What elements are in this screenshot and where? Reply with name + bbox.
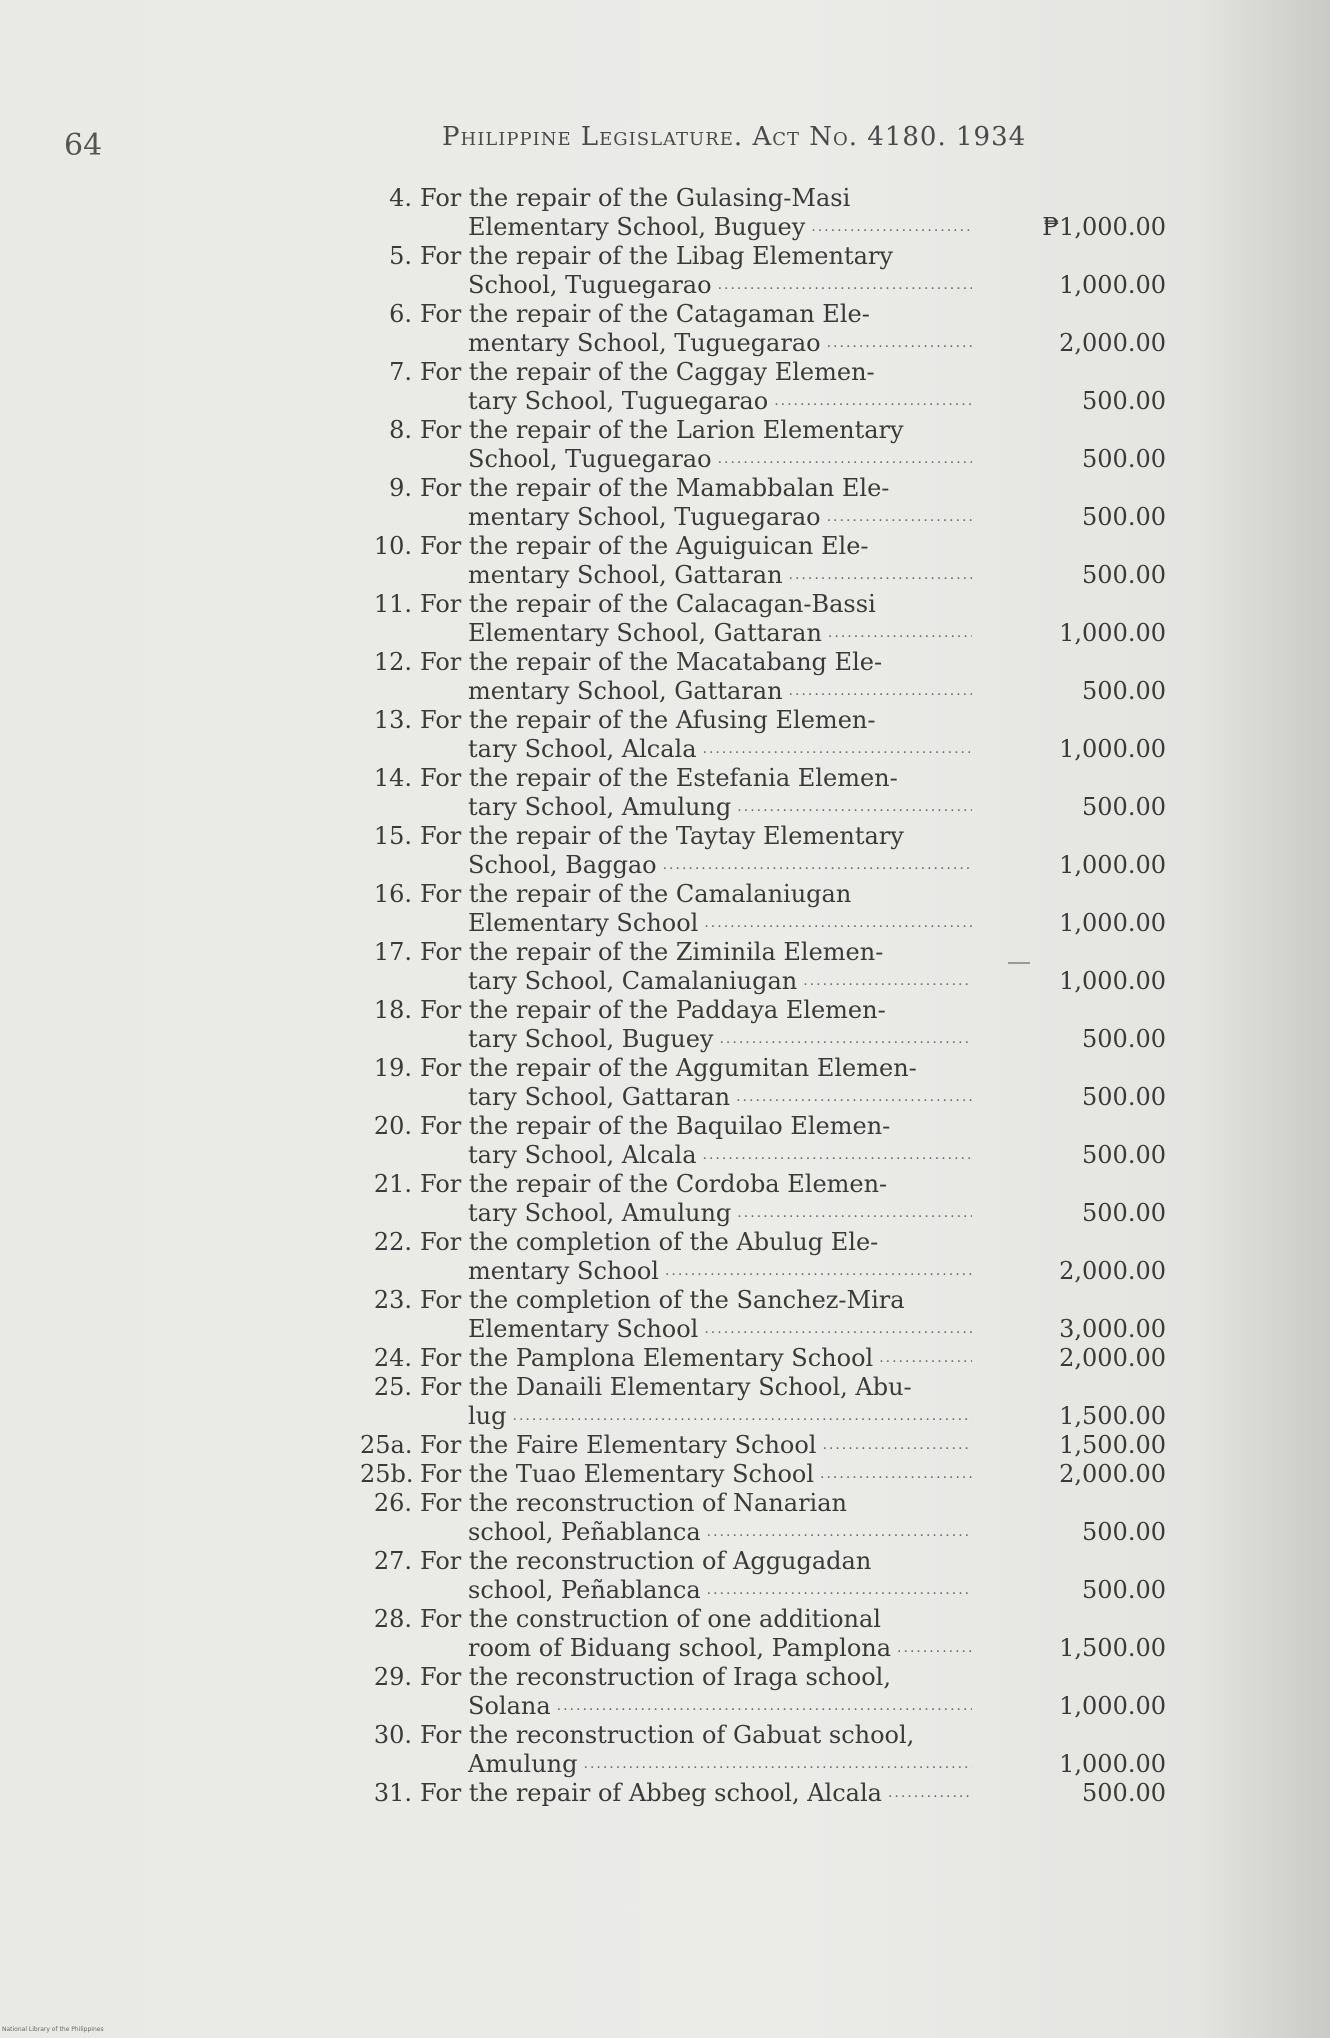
item-description: For the repair of the Mamabbalan Ele- [420, 474, 890, 502]
item-number: 14. [373, 764, 412, 792]
dot-leader [789, 561, 972, 590]
item-description-continued: Amulung [468, 1750, 578, 1778]
dot-leader [718, 445, 972, 474]
item-number: 29. [373, 1663, 412, 1691]
item-description-continued: school, Peñablanca [468, 1518, 701, 1546]
item-text [360, 1547, 972, 1605]
item-number: 15. [373, 822, 412, 850]
footer-source-tag: National Library of the Philippines [2, 2026, 104, 2033]
list-item [360, 764, 1180, 822]
dot-leader [704, 909, 972, 938]
item-text [360, 1489, 972, 1547]
item-number: 23. [373, 1286, 412, 1314]
item-description-continued: Elementary School, Buguey [468, 213, 806, 241]
item-description-continued: school, Peñablanca [468, 1576, 701, 1604]
item-number: 16. [373, 880, 412, 908]
list-item [360, 1228, 1180, 1286]
item-description-continued: Solana [468, 1692, 551, 1720]
item-number: 6. [389, 300, 412, 328]
item-description-continued: School, Tuguegarao [468, 445, 712, 473]
item-description: For the reconstruction of Aggugadan [420, 1547, 872, 1575]
list-item [360, 1460, 1180, 1489]
list-item [360, 1344, 1180, 1373]
item-text [360, 532, 972, 590]
item-number: 30. [373, 1721, 412, 1749]
item-description-continued: tary School, Amulung [468, 793, 732, 821]
list-item [360, 880, 1180, 938]
list-item [360, 358, 1180, 416]
item-number: 27. [373, 1547, 412, 1575]
item-amount: 1,000.00 [1059, 1692, 1166, 1720]
item-description-continued: mentary School, Tuguegarao [468, 503, 821, 531]
item-description: For the repair of the Paddaya Elemen- [420, 996, 886, 1024]
running-head: Philippine Legislature. Act No. 4180. 1934 [442, 122, 1027, 152]
item-description-continued: tary School, Amulung [468, 1199, 732, 1227]
item-text [360, 1721, 972, 1779]
list-item [360, 416, 1180, 474]
item-number: 13. [373, 706, 412, 734]
item-amount: 500.00 [1082, 445, 1166, 473]
item-description: For the repair of the Camalaniugan [420, 880, 852, 908]
item-amount: 500.00 [1082, 561, 1166, 589]
item-description: For the construction of one additional [420, 1605, 881, 1633]
item-description-continued: tary School, Alcala [468, 735, 697, 763]
item-description-continued: tary School, Buguey [468, 1025, 714, 1053]
item-number: 4. [389, 184, 412, 212]
item-amount: 2,000.00 [1059, 329, 1166, 357]
item-amount: 500.00 [1082, 1141, 1166, 1169]
item-description: For the reconstruction of Gabuat school, [420, 1721, 915, 1749]
item-amount: 1,500.00 [1059, 1402, 1166, 1430]
item-amount: 1,000.00 [1059, 735, 1166, 763]
item-description-continued: Elementary School, Gattaran [468, 619, 822, 647]
item-number: 26. [373, 1489, 412, 1517]
list-item [360, 1170, 1180, 1228]
list-item [360, 1112, 1180, 1170]
item-text [360, 1460, 972, 1489]
list-item [360, 1547, 1180, 1605]
item-description: For the repair of the Aggumitan Elemen- [420, 1054, 917, 1082]
item-description-continued: mentary School, Gattaran [468, 561, 783, 589]
item-text [360, 1779, 972, 1808]
item-description: For the repair of Abbeg school, Alcala [420, 1779, 882, 1807]
list-item [360, 1663, 1180, 1721]
item-amount: 500.00 [1082, 1025, 1166, 1053]
dot-leader [897, 1634, 972, 1663]
item-description: For the reconstruction of Nanarian [420, 1489, 847, 1517]
dot-leader [888, 1779, 972, 1808]
dot-leader [827, 503, 972, 532]
item-amount: 500.00 [1082, 1779, 1166, 1807]
list-item [360, 706, 1180, 764]
item-number: 18. [373, 996, 412, 1024]
item-text [360, 1431, 972, 1460]
list-item [360, 1489, 1180, 1547]
item-amount: 1,000.00 [1059, 967, 1166, 995]
list-item [360, 184, 1180, 242]
dot-leader [820, 1460, 972, 1489]
item-text [360, 590, 972, 648]
item-amount: ₱1,000.00 [1042, 213, 1166, 241]
item-text [360, 184, 972, 242]
dot-leader [822, 1431, 972, 1460]
list-item [360, 1054, 1180, 1112]
item-text [360, 1373, 972, 1431]
list-item [360, 938, 1180, 996]
page-number: 64 [64, 128, 103, 163]
dot-leader [707, 1518, 972, 1547]
dot-leader [737, 1199, 972, 1228]
dot-leader [513, 1402, 973, 1431]
dot-leader [737, 793, 972, 822]
item-description-continued: tary School, Camalaniugan [468, 967, 798, 995]
dot-leader [707, 1576, 972, 1605]
item-description: For the repair of the Caggay Elemen- [420, 358, 875, 386]
item-amount: 500.00 [1082, 387, 1166, 415]
item-description-continued: tary School, Alcala [468, 1141, 697, 1169]
item-description: For the reconstruction of Iraga school, [420, 1663, 891, 1691]
item-description: For the repair of the Afusing Elemen- [420, 706, 876, 734]
list-item [360, 822, 1180, 880]
item-text [360, 1605, 972, 1663]
item-text [360, 648, 972, 706]
item-number: 8. [389, 416, 412, 444]
item-description: For the repair of the Cordoba Elemen- [420, 1170, 888, 1198]
dot-leader [665, 1257, 972, 1286]
item-number: 25. [373, 1373, 412, 1401]
item-amount: 500.00 [1082, 503, 1166, 531]
item-description-continued: School, Tuguegarao [468, 271, 712, 299]
item-number: 5. [389, 242, 412, 270]
list-item [360, 474, 1180, 532]
item-text [360, 1054, 972, 1112]
item-text [360, 474, 972, 532]
item-number: 28. [373, 1605, 412, 1633]
item-description: For the Danaili Elementary School, Abu- [420, 1373, 912, 1401]
item-amount: 1,000.00 [1059, 851, 1166, 879]
item-text [360, 1228, 972, 1286]
item-amount: 500.00 [1082, 793, 1166, 821]
item-number: 17. [373, 938, 412, 966]
item-description-continued: Elementary School [468, 909, 699, 937]
item-amount: 500.00 [1082, 1083, 1166, 1111]
item-description: For the Tuao Elementary School [420, 1460, 815, 1488]
item-text [360, 938, 972, 996]
item-amount: 2,000.00 [1059, 1460, 1166, 1488]
list-item [360, 1779, 1180, 1808]
item-text [360, 358, 972, 416]
dot-leader [703, 1141, 972, 1170]
item-description: For the repair of the Larion Elementary [420, 416, 904, 444]
item-amount: 2,000.00 [1059, 1257, 1166, 1285]
item-number: 22. [373, 1228, 412, 1256]
item-description: For the repair of the Libag Elementary [420, 242, 893, 270]
item-description-continued: Elementary School [468, 1315, 699, 1343]
item-description-continued: mentary School, Gattaran [468, 677, 783, 705]
dot-leader [663, 851, 972, 880]
item-number: 20. [373, 1112, 412, 1140]
item-description-continued: tary School, Tuguegarao [468, 387, 769, 415]
item-number: 9. [389, 474, 412, 502]
item-amount: 500.00 [1082, 1518, 1166, 1546]
dot-leader [719, 1025, 972, 1054]
item-amount: 1,000.00 [1059, 271, 1166, 299]
item-amount: 1,000.00 [1059, 909, 1166, 937]
item-text [360, 1286, 972, 1344]
item-amount: 3,000.00 [1059, 1315, 1166, 1343]
list-item [360, 532, 1180, 590]
item-description: For the repair of the Calacagan-Bassi [420, 590, 876, 618]
item-text [360, 1112, 972, 1170]
item-number: 12. [373, 648, 412, 676]
dot-leader [789, 677, 972, 706]
dot-leader [827, 329, 972, 358]
item-number: 25a. [360, 1431, 413, 1459]
dot-leader [736, 1083, 972, 1112]
item-number: 25b. [360, 1460, 414, 1488]
item-amount: 1,000.00 [1059, 619, 1166, 647]
appropriation-list [360, 184, 1180, 1808]
dot-leader [584, 1750, 973, 1779]
item-description: For the repair of the Aguiguican Ele- [420, 532, 869, 560]
list-item [360, 300, 1180, 358]
item-text [360, 300, 972, 358]
item-description: For the completion of the Abulug Ele- [420, 1228, 879, 1256]
item-description: For the Faire Elementary School [420, 1431, 817, 1459]
item-text [360, 1170, 972, 1228]
list-item [360, 1373, 1180, 1431]
item-description-continued: School, Baggao [468, 851, 657, 879]
item-description: For the completion of the Sanchez-Mira [420, 1286, 905, 1314]
dot-leader [557, 1692, 972, 1721]
item-text [360, 996, 972, 1054]
item-text [360, 880, 972, 938]
item-number: 11. [373, 590, 412, 618]
item-description: For the repair of the Ziminila Elemen- [420, 938, 884, 966]
item-description-continued: room of Biduang school, Pamplona [468, 1634, 892, 1662]
list-item [360, 1286, 1180, 1344]
item-number: 24. [373, 1344, 412, 1372]
list-item [360, 648, 1180, 706]
list-item [360, 996, 1180, 1054]
item-amount: 500.00 [1082, 677, 1166, 705]
dot-leader [803, 967, 972, 996]
item-description: For the repair of the Estefania Elemen- [420, 764, 898, 792]
dot-leader [703, 735, 972, 764]
list-item [360, 242, 1180, 300]
item-amount: 500.00 [1082, 1576, 1166, 1604]
item-number: 21. [373, 1170, 412, 1198]
item-description-continued: mentary School [468, 1257, 659, 1285]
dot-leader [718, 271, 972, 300]
item-amount: 1,500.00 [1059, 1431, 1166, 1459]
item-description-continued: lug [468, 1402, 507, 1430]
list-item [360, 1721, 1180, 1779]
dot-leader [811, 213, 972, 242]
item-amount: 2,000.00 [1059, 1344, 1166, 1372]
list-item [360, 1605, 1180, 1663]
list-item [360, 1431, 1180, 1460]
item-description: For the repair of the Catagaman Ele- [420, 300, 870, 328]
item-number: 31. [373, 1779, 412, 1807]
item-number: 19. [373, 1054, 412, 1082]
item-description: For the repair of the Taytay Elementary [420, 822, 904, 850]
item-text [360, 706, 972, 764]
item-description-continued: tary School, Gattaran [468, 1083, 731, 1111]
item-text [360, 822, 972, 880]
item-number: 7. [389, 358, 412, 386]
item-description: For the repair of the Gulasing-Masi [420, 184, 851, 212]
dot-leader [774, 387, 972, 416]
item-text [360, 242, 972, 300]
item-text [360, 764, 972, 822]
item-text [360, 1663, 972, 1721]
dot-leader [704, 1315, 972, 1344]
dot-leader [879, 1344, 972, 1373]
item-description: For the Pamplona Elementary School [420, 1344, 874, 1372]
item-description: For the repair of the Macatabang Ele- [420, 648, 883, 676]
item-amount: 1,000.00 [1059, 1750, 1166, 1778]
dot-leader [828, 619, 972, 648]
item-number: 10. [373, 532, 412, 560]
item-amount: 500.00 [1082, 1199, 1166, 1227]
item-amount: 1,500.00 [1059, 1634, 1166, 1662]
item-text [360, 416, 972, 474]
item-description-continued: mentary School, Tuguegarao [468, 329, 821, 357]
item-text [360, 1344, 972, 1373]
item-description: For the repair of the Baquilao Elemen- [420, 1112, 891, 1140]
list-item [360, 590, 1180, 648]
